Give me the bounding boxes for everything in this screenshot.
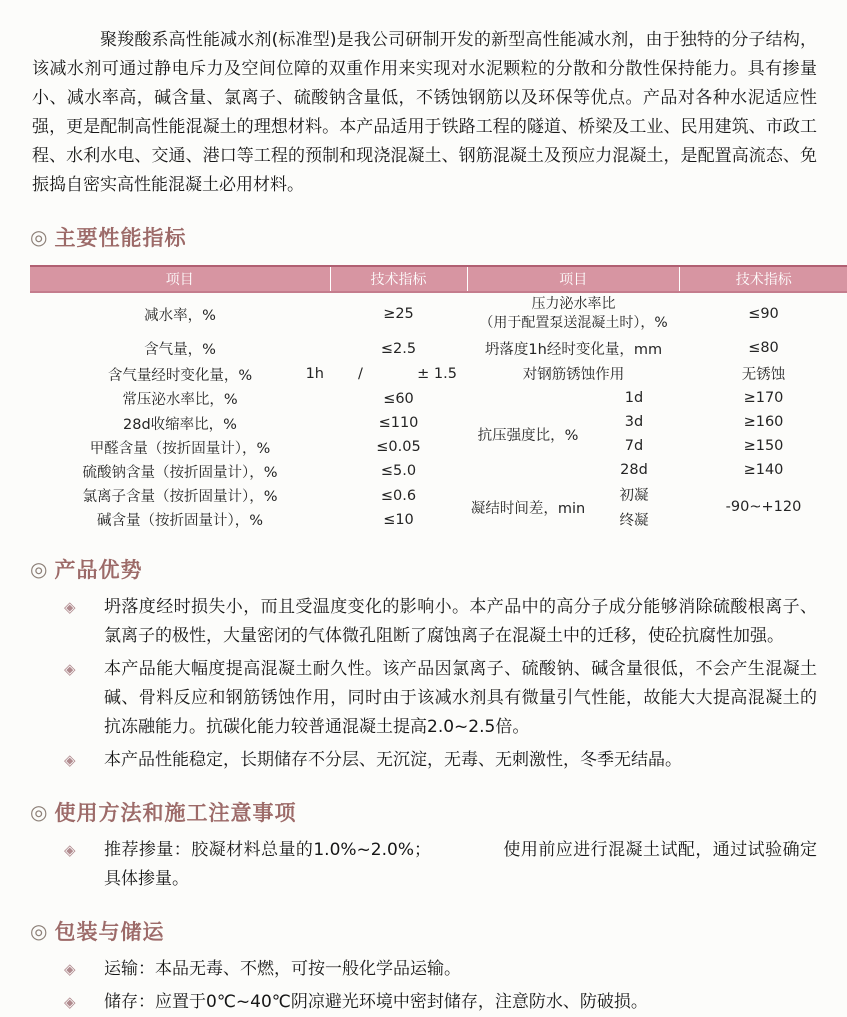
table-row	[30, 336, 467, 362]
cell-age: 28d	[589, 458, 680, 482]
table-row	[30, 508, 467, 532]
list-item-text	[104, 836, 817, 894]
diamond-bullet-icon: ◈	[64, 746, 82, 775]
cell-item: 氯离子含量（按折固量计），%	[30, 484, 330, 508]
cell-value: ≥170	[680, 386, 847, 410]
cell-value: ≤80	[680, 335, 847, 361]
performance-table-left	[30, 265, 468, 532]
cell-value: ≤5.0	[330, 459, 467, 483]
table-row	[468, 292, 847, 335]
section-title-performance	[30, 222, 847, 252]
section-title-text: 主要性能指标	[54, 222, 186, 252]
table-header-row	[30, 266, 467, 292]
cell-item: 28d收缩率比，%	[30, 411, 330, 435]
cell-value: ≥25	[330, 292, 467, 335]
usage-list	[0, 836, 847, 894]
cell-value: ≥140	[680, 458, 847, 482]
cell-item-sub: 1h	[306, 366, 324, 382]
diamond-bullet-icon: ◈	[64, 655, 82, 742]
performance-table-right	[468, 265, 847, 532]
document-page	[0, 26, 847, 901]
cell-item: 甲醛含量（按折固量计），%	[30, 435, 330, 459]
list-item-text: 坍落度经时损失小，而且受温度变化的影响小。本产品中的高分子成分能够消除硫酸根离子、氯离子的极性，大量密闭的气体微孔阻断了腐蚀离子在混凝土中的迁移，使砼抗腐性加强。	[104, 593, 817, 651]
section-title-packing	[30, 916, 847, 946]
section-title-text: 产品优势	[54, 554, 142, 584]
cell-item: 硫酸钠含量（按折固量计），%	[30, 459, 330, 483]
cell-item	[30, 362, 330, 387]
section-title-usage	[30, 797, 847, 827]
table-row	[468, 335, 847, 361]
ring-bullet-icon: ◎	[30, 557, 48, 581]
header-cell-item: 项目	[468, 266, 680, 292]
cell-age: 7d	[589, 434, 680, 458]
table-row	[30, 484, 467, 508]
list-item-text: 本产品性能稳定，长期储存不分层、无沉淀，无毒、无刺激性，冬季无结晶。	[104, 746, 817, 775]
list-item-text: 本产品能大幅度提高混凝土耐久性。该产品因氯离子、硫酸钠、碱含量很低，不会产生混凝土碱、骨料反应和钢筋锈蚀作用，同时由于该减水剂具有微量引气性能，故能大大提高混凝土的抗冻融能力。抗碳化能力较普通混凝土提高2.0~2.5倍。	[104, 655, 817, 742]
table-row	[468, 386, 847, 410]
cell-item: 凝结时间差，min	[468, 482, 589, 532]
dosage-part2: 使用前应进行混凝土试配，通过试验确定具体掺量。	[104, 840, 817, 889]
cell-item: 含气量，%	[30, 336, 330, 362]
diamond-bullet-icon: ◈	[64, 988, 82, 1017]
cell-value: ≤110	[330, 411, 467, 435]
section-title-advantages	[30, 554, 847, 584]
packing-list	[0, 955, 847, 1017]
cell-value: ≤90	[680, 292, 847, 335]
list-item	[64, 593, 817, 651]
cell-value: ≤60	[330, 387, 467, 411]
performance-table	[30, 265, 847, 532]
cell-value	[330, 362, 467, 387]
intro-paragraph: 聚羧酸系高性能减水剂(标准型)是我公司研制开发的新型高性能减水剂，由于独特的分子结构，该减水剂可通过静电斥力及空间位障的双重作用来实现对水泥颗粒的分散和分散性保持能力。具有掺量小、减水率高，碱含量、氯离子、硫酸钠含量低，不锈蚀钢筋以及环保等优点。产品对各种水泥适应性强，更是配制高性能混凝土的理想材料。本产品适用于铁路工程的隧道、桥梁及工业、民用建筑、市政工程、水利水电、交通、港口等工程的预制和现浇混凝土、钢筋混凝土及预应力混凝土，是配置高流态、免振捣自密实高性能混凝土必用材料。	[32, 26, 817, 200]
list-item-text: 储存：应置于0℃~40℃阴凉避光环境中密封储存，注意防水、防破损。	[104, 988, 817, 1017]
cell-item: 抗压强度比，%	[468, 386, 589, 482]
cell-value: ≥160	[680, 410, 847, 434]
header-cell-spec: 技术指标	[680, 266, 847, 292]
cell-value: ≤10	[330, 508, 467, 532]
cell-item-line2: （用于配置泵送混凝土时），%	[470, 314, 678, 333]
table-row	[30, 387, 467, 411]
cell-age: 3d	[589, 410, 680, 434]
table-row	[468, 482, 847, 507]
diamond-bullet-icon: ◈	[64, 593, 82, 651]
cell-value: 无锈蚀	[680, 361, 847, 386]
cell-item-label: 含气量经时变化量，%	[108, 368, 252, 384]
header-cell-item: 项目	[30, 266, 330, 292]
cell-item	[468, 292, 680, 335]
cell-value: ≤0.6	[330, 484, 467, 508]
diamond-bullet-icon: ◈	[64, 836, 82, 894]
list-item-text: 运输：本品无毒、不燃，可按一般化学品运输。	[104, 955, 817, 984]
advantages-list	[0, 593, 847, 775]
table-row	[30, 435, 467, 459]
cell-item: 坍落度1h经时变化量，mm	[468, 335, 680, 361]
cell-item: 对钢筋锈蚀作用	[468, 361, 680, 386]
cell-sub: 初凝	[589, 482, 680, 507]
list-item	[64, 746, 817, 775]
cell-item: 减水率，%	[30, 292, 330, 335]
table-row	[30, 362, 467, 387]
cell-sub: 终凝	[589, 507, 680, 532]
list-item	[64, 988, 817, 1017]
ring-bullet-icon: ◎	[30, 225, 48, 249]
cell-age: 1d	[589, 386, 680, 410]
cell-value: ≤0.05	[330, 435, 467, 459]
dosage-part1: 推荐掺量：胶凝材料总量的1.0%~2.0%；	[104, 840, 431, 860]
list-item	[64, 836, 817, 894]
cell-value: ≥150	[680, 434, 847, 458]
cell-value: -90~+120	[680, 482, 847, 532]
cell-value: ≤2.5	[330, 336, 467, 362]
ring-bullet-icon: ◎	[30, 800, 48, 824]
cell-item-line1: 压力泌水率比	[470, 295, 678, 314]
table-row	[30, 292, 467, 335]
table-header-row	[468, 266, 847, 292]
cell-item: 碱含量（按折固量计），%	[30, 508, 330, 532]
list-item	[64, 655, 817, 742]
list-item	[64, 955, 817, 984]
table-row	[30, 459, 467, 483]
header-cell-spec: 技术指标	[330, 266, 467, 292]
cell-value-text: ± 1.5	[417, 366, 457, 382]
table-row	[468, 361, 847, 386]
cell-slash: /	[358, 366, 363, 382]
table-row	[30, 411, 467, 435]
cell-item: 常压泌水率比，%	[30, 387, 330, 411]
section-title-text: 使用方法和施工注意事项	[54, 797, 296, 827]
section-title-text: 包装与储运	[54, 916, 164, 946]
diamond-bullet-icon: ◈	[64, 955, 82, 984]
ring-bullet-icon: ◎	[30, 919, 48, 943]
